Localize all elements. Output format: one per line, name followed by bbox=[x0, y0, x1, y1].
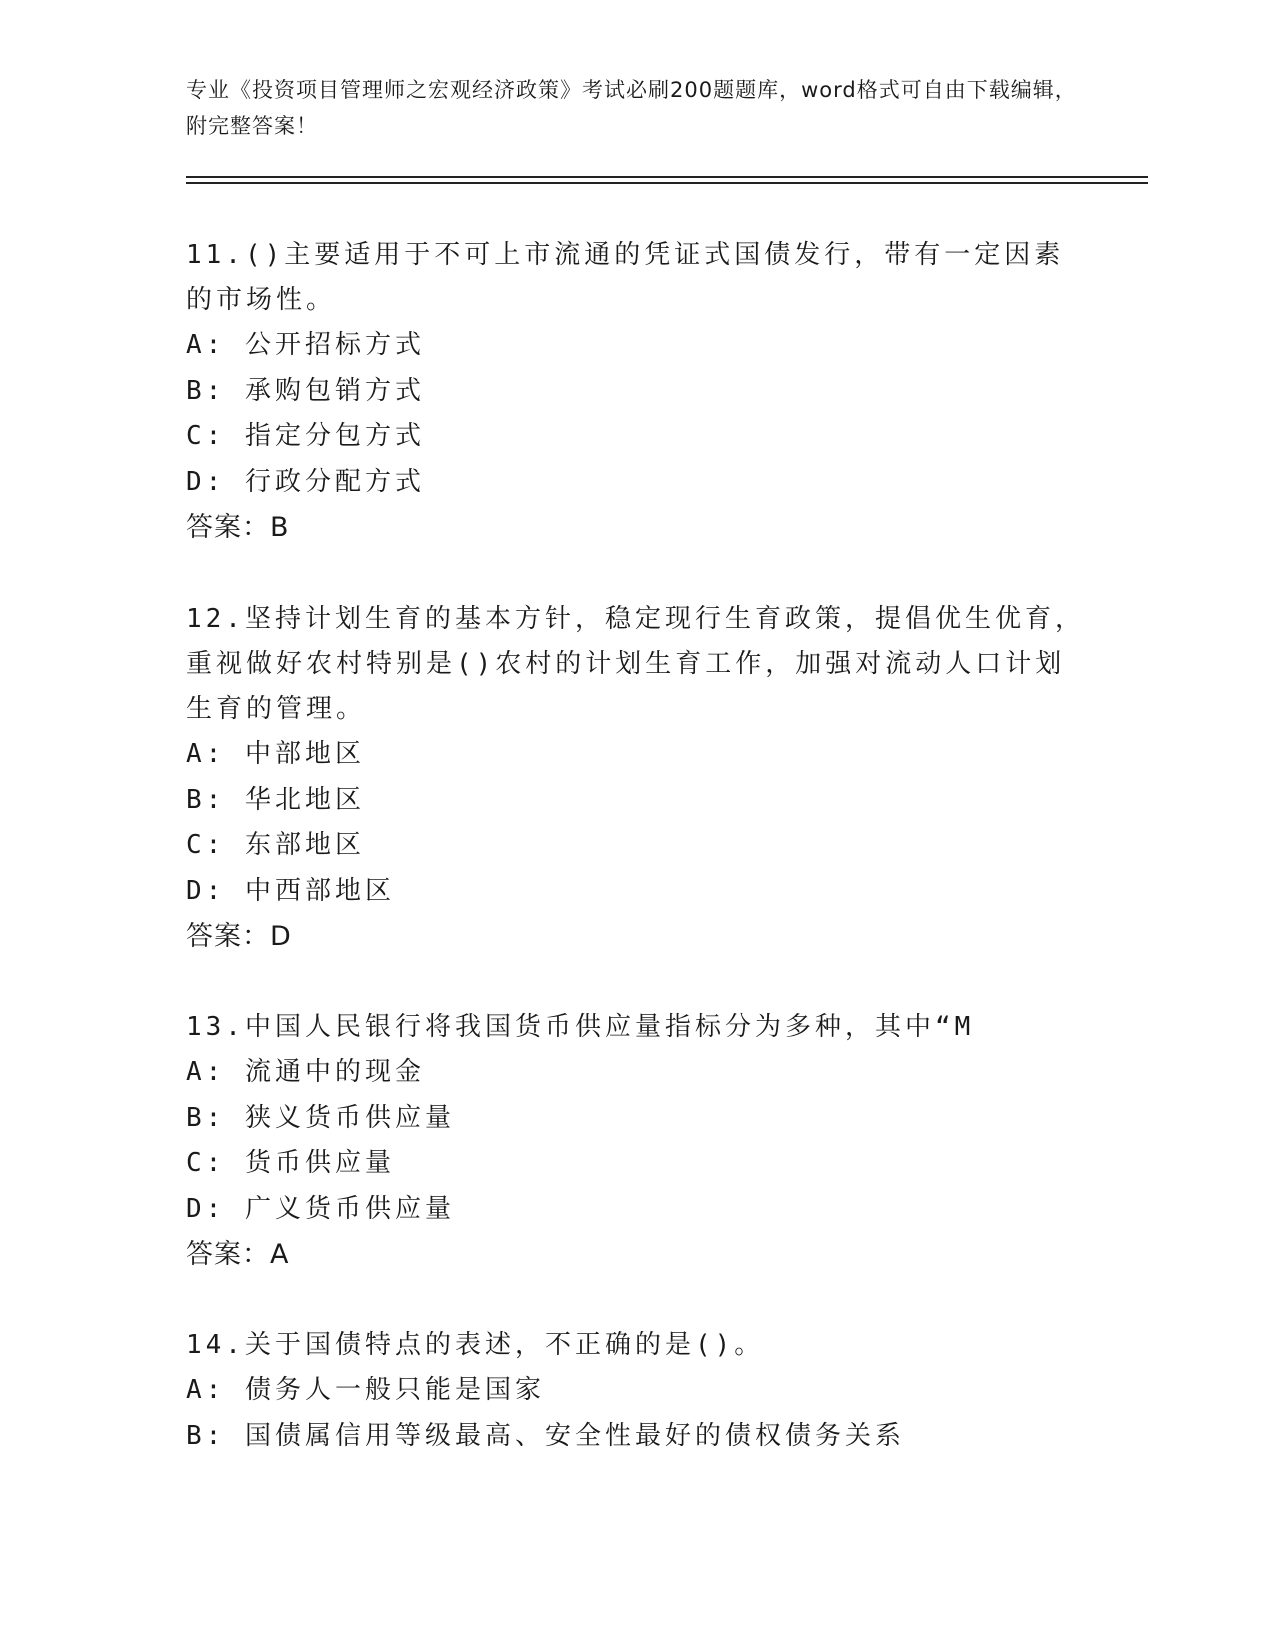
option-d: D: 行政分配方式 bbox=[186, 466, 425, 497]
question-13 bbox=[186, 1005, 1086, 1277]
option-b: B: 狭义货币供应量 bbox=[186, 1102, 455, 1133]
answer: 答案：A bbox=[186, 1239, 290, 1270]
option-a: A: 中部地区 bbox=[186, 739, 365, 769]
header-divider-bottom bbox=[186, 182, 1148, 184]
question-12 bbox=[186, 597, 1086, 959]
question-11 bbox=[186, 233, 1086, 550]
answer: 答案：B bbox=[186, 512, 290, 543]
option-a: A: 债务人一般只能是国家 bbox=[186, 1375, 545, 1405]
question-stem: 13.中国人民银行将我国货币供应量指标分为多种，其中“M bbox=[186, 1012, 975, 1042]
option-b: B: 国债属信用等级最高、安全性最好的债权债务关系 bbox=[186, 1420, 905, 1451]
question-stem: 11.()主要适用于不可上市流通的凭证式国债发行，带有一定因素的市场性。 bbox=[186, 240, 1065, 315]
option-b: B: 华北地区 bbox=[186, 784, 365, 815]
header-divider-top bbox=[186, 176, 1148, 178]
document-header: 专业《投资项目管理师之宏观经济政策》考试必刷200题题库，word格式可自由下载编辑，附完整答案！ bbox=[186, 78, 1077, 138]
option-d: D: 广义货币供应量 bbox=[186, 1193, 455, 1224]
option-d: D: 中西部地区 bbox=[186, 875, 395, 906]
question-stem: 12.坚持计划生育的基本方针，稳定现行生育政策，提倡优生优育，重视做好农村特别是()农村的计划生育工作，加强对流动人口计划生育的管理。 bbox=[186, 604, 1085, 724]
option-a: A: 公开招标方式 bbox=[186, 330, 425, 360]
question-stem: 14.关于国债特点的表述，不正确的是()。 bbox=[186, 1330, 765, 1360]
option-b: B: 承购包销方式 bbox=[186, 375, 425, 406]
option-c: C: 货币供应量 bbox=[186, 1148, 395, 1178]
option-c: C: 东部地区 bbox=[186, 830, 365, 860]
option-a: A: 流通中的现金 bbox=[186, 1057, 425, 1087]
option-c: C: 指定分包方式 bbox=[186, 421, 425, 451]
question-14 bbox=[186, 1323, 1086, 1459]
answer: 答案：D bbox=[186, 921, 292, 952]
